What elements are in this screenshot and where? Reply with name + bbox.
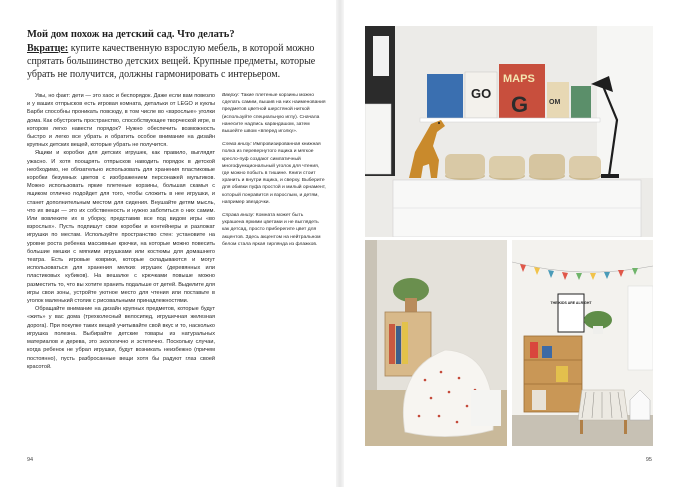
- lead-summary: [27, 42, 327, 81]
- caption-top: [222, 92, 326, 135]
- body-text-column: [27, 92, 215, 371]
- photo-reading-corner: [365, 240, 507, 446]
- photo-reading-corner-drawing: [365, 240, 507, 446]
- page-title: Мой дом похож на детский сад. Что делать?: [27, 29, 235, 40]
- shelf-sign-maps: MAPS: [503, 73, 535, 85]
- photo-shelf-baskets: [365, 26, 653, 237]
- right-page: [340, 0, 680, 487]
- caption-bottom-right: [222, 212, 326, 248]
- lead-text: купите качественную взрослую мебель, в которой можно спрятать большинство детских вещей. Крупные предметы, которые убрать не получится, должны гармонировать с интерьером.: [27, 43, 316, 80]
- caption-bottom-left: [222, 141, 326, 206]
- photo-white-room: [512, 240, 653, 446]
- shelf-letter-g: G: [511, 92, 529, 117]
- caption-heading: Слева внизу:: [222, 142, 252, 148]
- lead-label: Вкратце:: [27, 43, 69, 54]
- caption-column: [222, 92, 326, 254]
- caption-heading: Справа внизу:: [222, 213, 255, 219]
- shelf-letters-om: OM: [549, 99, 561, 106]
- caption-text: Импровизированная книжная полка из перевернутого ящика и мягкое кресло-пуф создают симпатичный многофункциональный уголок для чтения, где можно побыть в тишине. Книги стоит хранить и внутри ящика, и сверху. Выберите для обивки пуфа простой и милый орнамент, который понравится и взрослым, и детям, например звездочки.: [222, 142, 326, 205]
- body-paragraph: Ящики и коробки для детских игрушек, как правило, выглядят ужасно. И хотя поощрять отпрысков наводить порядок в детской необходимо, не обязательно использовать для хранения пластиковые коробки безумных цветов с изображением персонажей мультиков. Можно использовать яркие плетеные корзины, большая скамья с ящиком отлично подойдет для того, чтобы сложить в нее игрушки, и станет дополнительным местом для сидения. Внушайте детям мысль, что их вещи — это их собственность и нужно заботиться о них самим. Или вовлеките их в уборку, представив все под видом игры «во взрослых». Пусть подпишут свои коробки и контейнеры и разложат игрушки по местам. Используйте пространство стен: установите на уровне роста ребенка массивные крючки, на которые можно повесить большие мешки с мягкими игрушками или костюмы для домашнего театра. Есть игровые коврики, которые складываются и могут использоваться для хранения мелких игрушек (деревянных или пластиковых кубиков). На вешалке с крючками повыше можно разместить то, что вы хотите хранить подальше от детей. Выделите для игры свои зоны, устройте уютное место для чтения или поставьте в уголок маленький столик с рисовальными принадлежностями.: [27, 150, 215, 305]
- page-number-right: 95: [645, 457, 652, 463]
- caption-heading: Вверху:: [222, 93, 240, 98]
- caption-text: Комната может быть украшена яркими цветами и не выглядеть как детсад, просто приберегите цвет для акцентов. Здесь акцентом на нейтральном белом стала яркая гирлянда из флажков.: [222, 213, 321, 247]
- poster-text: THE KIDS ARE ALRIGHT: [550, 301, 592, 305]
- page-number-left: 94: [27, 457, 34, 463]
- caption-text: Такие плетеные корзины можно сделать самим, вышив на них наименования предметов цветной шерстяной ниткой (используйте специальную иглу). Сначала нанесите надпись карандашом, затем вышейте швом «вперед иголку».: [222, 93, 326, 135]
- body-paragraph: Увы, но факт: дети — это хаос и беспорядок. Даже если вам повезло и у ваших отпрысков есть игровая комната, детальки от LEGO и куклы Барби способны проникать повсюду, в том числе во «взрослые» уголки дома. Как обустроить пространство, способствующее творческой игре, в котором легко навести порядок? Нужно обеспечить возможность быстро и легко все убрать и обратить особое внимание на дизайн крупных детских вещей, которые убрать не получится.: [27, 93, 216, 149]
- photo-shelf-baskets-drawing: [365, 26, 653, 237]
- body-paragraph: Обращайте внимание на дизайн крупных предметов, которые будут «жить» у вас дома (трехколесный велосипед, игрушечная железная дорога). При покупке таких вещей учитывайте свой вкус и то, насколько игрушка полезна. Выбирайте детские товары из натуральных материалов и дерева, это экологично и эстетично. Поскольку случаи, когда ребенок не убрал игрушки, будут возникать неизбежно (причем постоянно), пусть разбросанные вещи хотя бы радуют глаз своей красотой.: [27, 306, 215, 370]
- shelf-letters-go: GO: [471, 86, 492, 101]
- photo-white-room-drawing: [512, 240, 653, 446]
